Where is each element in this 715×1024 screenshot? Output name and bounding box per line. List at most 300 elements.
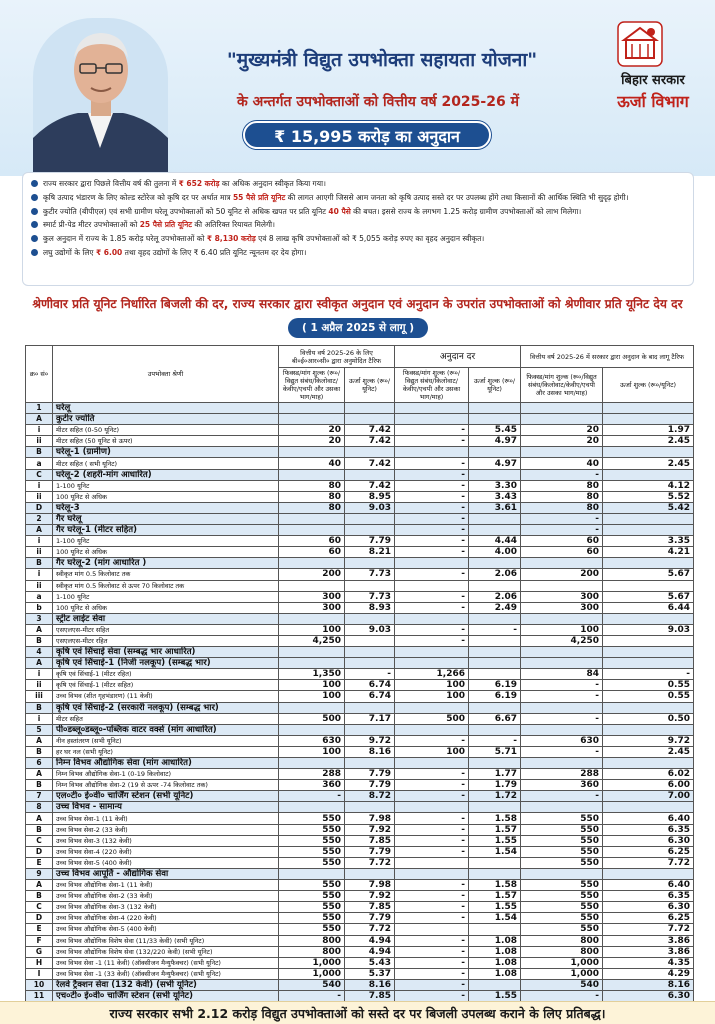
final-fixed-charge [521, 802, 603, 813]
subsidy-energy: 1.08 [469, 935, 521, 946]
grant-amount-pill: ₹ 15,995 करोड़ का अनुदान [243, 121, 491, 149]
row-category: घरेलू-3 [53, 502, 279, 513]
bullet-dot-icon [31, 194, 38, 201]
berc-fixed-charge: 550 [279, 846, 345, 857]
row-serial: a [26, 591, 53, 602]
subsidy-energy: 6.19 [469, 680, 521, 691]
row-serial: i [26, 425, 53, 436]
row-serial: 11 [26, 990, 53, 1001]
row-serial: b [26, 602, 53, 613]
subsidy-fixed: - [395, 990, 469, 1001]
row-serial: B [26, 780, 53, 791]
berc-fixed-charge: 630 [279, 735, 345, 746]
key-point-item [31, 192, 685, 203]
subsidy-fixed: - [395, 935, 469, 946]
subsidy-fixed: 100 [395, 680, 469, 691]
final-fixed-charge: 550 [521, 835, 603, 846]
bullet-dot-icon [31, 221, 38, 228]
final-energy-charge [603, 724, 694, 735]
subsidy-energy [469, 613, 521, 624]
row-category: उच्च विभव औद्योगिक सेवा-4 (220 केवी) [53, 913, 279, 924]
final-energy-charge: 9.03 [603, 624, 694, 635]
footer-commitment: राज्य सरकार सभी 2.12 करोड़ विद्युत उपभोक्ताओं को सस्ते दर पर बिजली उपलब्ध कराने के लिए प्रतिबद्ध। [0, 1001, 715, 1024]
table-row [26, 758, 694, 769]
row-category: घरेलू-2 (शहरी-मांग आधारित) [53, 469, 279, 480]
key-point-item [31, 206, 685, 217]
row-serial: A [26, 624, 53, 635]
row-category: कृषि एवं सिंचाई-1 (मीटर सहित) [53, 680, 279, 691]
table-row [26, 580, 694, 591]
key-point-text: कृषि उत्पाद भंडारण के लिए कोल्ड स्टोरेज को कृषि दर पर अर्थात मात्र [43, 192, 233, 202]
row-serial: 3 [26, 613, 53, 624]
subsidy-fixed: - [395, 769, 469, 780]
berc-fixed-charge: - [279, 791, 345, 802]
subsidy-fixed: - [395, 635, 469, 646]
key-point-text: कुल अनुदान में राज्य के 1.85 करोड़ घरेलू उपभोक्ताओं को [43, 234, 207, 244]
row-category: कृषि एवं सिंचाई-1 (मीटर रहित) [53, 669, 279, 680]
berc-fixed-charge: 550 [279, 902, 345, 913]
berc-fixed-charge: 80 [279, 502, 345, 513]
berc-energy-charge: 7.79 [345, 536, 395, 547]
subsidy-energy: 1.79 [469, 780, 521, 791]
berc-fixed-charge [279, 580, 345, 591]
final-fixed-charge: - [521, 691, 603, 702]
subsidy-fixed: - [395, 436, 469, 447]
subsidy-energy: 4.97 [469, 458, 521, 469]
row-category: एसएलएस-मीटर सहित [53, 624, 279, 635]
final-fixed-charge: 550 [521, 891, 603, 902]
subsidy-energy [469, 857, 521, 868]
header-fixed-charge: फिक्स्ड/मांग शुल्क (रू०/विद्युत संबंध/किलोवाट/केवीए/एचपी और उसका भाग/माह) [395, 368, 469, 403]
berc-fixed-charge: 100 [279, 624, 345, 635]
row-serial: iii [26, 691, 53, 702]
effective-date-pill: ( 1 अप्रैल 2025 से लागू ) [288, 318, 428, 338]
final-energy-charge: 6.30 [603, 990, 694, 1001]
final-energy-charge: 0.50 [603, 713, 694, 724]
table-row [26, 680, 694, 691]
berc-energy-charge: 7.98 [345, 813, 395, 824]
subsidy-energy [469, 758, 521, 769]
table-row [26, 746, 694, 757]
final-fixed-charge [521, 658, 603, 669]
header-banner [0, 0, 715, 176]
row-category: उच्च विभव सेवा-2 (33 केवी) [53, 824, 279, 835]
berc-fixed-charge [279, 558, 345, 569]
final-fixed-charge: 100 [521, 624, 603, 635]
table-row [26, 802, 694, 813]
subsidy-fixed: - [395, 591, 469, 602]
subsidy-fixed [395, 857, 469, 868]
final-energy-charge: 9.72 [603, 735, 694, 746]
berc-energy-charge: 4.94 [345, 935, 395, 946]
final-energy-charge: - [603, 669, 694, 680]
final-energy-charge: 5.67 [603, 591, 694, 602]
final-fixed-charge: 360 [521, 780, 603, 791]
header-category: उपभोक्ता श्रेणी [53, 346, 279, 403]
berc-energy-charge: 7.73 [345, 591, 395, 602]
table-row [26, 569, 694, 580]
berc-energy-charge: 7.85 [345, 835, 395, 846]
table-row [26, 635, 694, 646]
subsidy-fixed: - [395, 624, 469, 635]
berc-energy-charge [345, 558, 395, 569]
subsidy-energy: 1.58 [469, 880, 521, 891]
row-category: उच्च विभव सेवा-5 (400 केवी) [53, 857, 279, 868]
row-category: उच्च विभव सेवा-3 (132 केवी) [53, 835, 279, 846]
subsidy-fixed: - [395, 569, 469, 580]
berc-fixed-charge [279, 513, 345, 524]
subsidy-fixed: - [395, 946, 469, 957]
section-heading: श्रेणीवार प्रति यूनिट निर्धारित बिजली की दर, राज्य सरकार द्वारा स्वीकृत अनुदान एवं अनुदान के उपरांत उपभोक्ताओं को श्रेणीवार प्रति यूनिट देय दर [32, 297, 683, 311]
final-energy-charge [603, 758, 694, 769]
row-serial: C [26, 902, 53, 913]
subsidy-energy: 1.77 [469, 769, 521, 780]
row-category: गैर घरेलू-2 (मांग आधारित ) [53, 558, 279, 569]
berc-fixed-charge: 100 [279, 680, 345, 691]
final-fixed-charge: 630 [521, 735, 603, 746]
subsidy-energy: 1.55 [469, 902, 521, 913]
tariff-table [25, 345, 694, 1002]
row-serial: E [26, 857, 53, 868]
berc-energy-charge: 8.21 [345, 547, 395, 558]
row-serial: D [26, 913, 53, 924]
berc-fixed-charge [279, 702, 345, 713]
berc-fixed-charge: 550 [279, 835, 345, 846]
row-serial: B [26, 746, 53, 757]
key-point-highlight: 55 पैसे प्रति यूनिट [232, 192, 286, 202]
berc-fixed-charge [279, 613, 345, 624]
final-fixed-charge: 60 [521, 536, 603, 547]
subsidy-fixed: - [395, 602, 469, 613]
final-energy-charge: 5.52 [603, 491, 694, 502]
bullet-dot-icon [31, 235, 38, 242]
final-fixed-charge: 1,000 [521, 968, 603, 979]
table-row [26, 846, 694, 857]
berc-energy-charge: 7.42 [345, 436, 395, 447]
berc-energy-charge [345, 635, 395, 646]
berc-fixed-charge: 550 [279, 824, 345, 835]
row-category: उच्च विभव सेवा -1 (11 केवी) (ऑक्सीजन मैन्युफैक्चर) (सभी यूनिट) [53, 957, 279, 968]
berc-fixed-charge: 300 [279, 602, 345, 613]
berc-fixed-charge: 200 [279, 569, 345, 580]
final-fixed-charge [521, 447, 603, 458]
final-energy-charge: 8.16 [603, 979, 694, 990]
row-serial: G [26, 946, 53, 957]
berc-fixed-charge: 1,000 [279, 957, 345, 968]
row-category: मीटर सहित (50 यूनिट से ऊपर) [53, 436, 279, 447]
final-fixed-charge: - [521, 713, 603, 724]
table-row [26, 403, 694, 414]
final-energy-charge: 6.30 [603, 902, 694, 913]
final-energy-charge: 6.30 [603, 835, 694, 846]
table-row [26, 946, 694, 957]
final-fixed-charge [521, 414, 603, 425]
subsidy-energy: 1.54 [469, 846, 521, 857]
table-row [26, 924, 694, 935]
subsidy-fixed: - [395, 891, 469, 902]
table-row [26, 735, 694, 746]
berc-energy-charge: 7.79 [345, 780, 395, 791]
subsidy-fixed [395, 613, 469, 624]
row-category: उच्च विभव औद्योगिक सेवा-3 (132 केवी) [53, 902, 279, 913]
row-category: कृषि एवं सिंचाई-2 (सरकारी नलकूप) (सम्बद्ध भार) [53, 702, 279, 713]
table-row [26, 857, 694, 868]
row-category: उच्च विभव सेवा-4 (220 केवी) [53, 846, 279, 857]
brand-bihar-sarkar: बिहार सरकार [621, 73, 685, 88]
bullet-dot-icon [31, 180, 38, 187]
row-category: उच्च विभव आपूर्ति - औद्योगिक सेवा [53, 868, 279, 879]
table-row [26, 713, 694, 724]
berc-energy-charge [345, 613, 395, 624]
table-row [26, 979, 694, 990]
berc-energy-charge: 7.73 [345, 569, 395, 580]
berc-energy-charge: 7.85 [345, 902, 395, 913]
key-point-highlight: ₹ 652 करोड़ [178, 179, 220, 188]
row-category: उच्च विभव औद्योगिक सेवा-1 (11 केवी) [53, 880, 279, 891]
final-energy-charge: 5.67 [603, 569, 694, 580]
subsidy-fixed: - [395, 824, 469, 835]
subsidy-fixed [395, 647, 469, 658]
final-fixed-charge [521, 613, 603, 624]
subsidy-energy [469, 469, 521, 480]
final-energy-charge: 7.72 [603, 924, 694, 935]
berc-fixed-charge [279, 758, 345, 769]
table-row [26, 425, 694, 436]
subsidy-energy [469, 669, 521, 680]
row-serial: ii [26, 436, 53, 447]
final-fixed-charge: - [521, 990, 603, 1001]
table-row [26, 447, 694, 458]
berc-energy-charge: 8.72 [345, 791, 395, 802]
berc-energy-charge: 7.42 [345, 425, 395, 436]
berc-energy-charge [345, 868, 395, 879]
berc-fixed-charge: 800 [279, 935, 345, 946]
final-fixed-charge: - [521, 513, 603, 524]
subsidy-fixed: - [395, 469, 469, 480]
subsidy-fixed: 100 [395, 746, 469, 757]
header-serial: क्र० सं० [26, 346, 53, 403]
berc-energy-charge: 7.42 [345, 480, 395, 491]
berc-energy-charge: 8.16 [345, 979, 395, 990]
final-energy-charge [603, 802, 694, 813]
table-row [26, 691, 694, 702]
final-fixed-charge: 550 [521, 880, 603, 891]
table-row [26, 513, 694, 524]
subsidy-energy: - [469, 624, 521, 635]
row-serial: B [26, 824, 53, 835]
berc-energy-charge: 7.98 [345, 880, 395, 891]
berc-fixed-charge: 550 [279, 813, 345, 824]
final-fixed-charge: 20 [521, 436, 603, 447]
final-fixed-charge [521, 868, 603, 879]
berc-fixed-charge [279, 414, 345, 425]
berc-fixed-charge: 100 [279, 691, 345, 702]
berc-energy-charge [345, 513, 395, 524]
berc-fixed-charge: 1,000 [279, 968, 345, 979]
final-energy-charge: 4.35 [603, 957, 694, 968]
subsidy-energy: 1.57 [469, 891, 521, 902]
final-fixed-charge: - [521, 469, 603, 480]
berc-fixed-charge: 100 [279, 746, 345, 757]
row-serial: i [26, 536, 53, 547]
row-category: उच्च विभव - सामान्य [53, 802, 279, 813]
row-serial: i [26, 480, 53, 491]
subsidy-energy: 1.58 [469, 813, 521, 824]
subsidy-fixed: - [395, 780, 469, 791]
berc-fixed-charge [279, 802, 345, 813]
key-point-text: स्मार्ट प्री-पेड मीटर उपभोक्ताओं को [43, 220, 140, 230]
row-serial: A [26, 769, 53, 780]
row-serial: 1 [26, 403, 53, 414]
row-category: मीटर सहित ( सभी यूनिट) [53, 458, 279, 469]
final-fixed-charge: 550 [521, 813, 603, 824]
table-row [26, 880, 694, 891]
subsidy-fixed: - [395, 957, 469, 968]
row-category: नीन हस्तांतरण (सभी यूनिट) [53, 735, 279, 746]
final-fixed-charge: 200 [521, 569, 603, 580]
final-fixed-charge [521, 647, 603, 658]
row-category: उच्च विभव सेवा -1 (33 केवी) (ऑक्सीजन मैन्युफैक्चर) (सभी यूनिट) [53, 968, 279, 979]
berc-energy-charge [345, 469, 395, 480]
row-category: उच्च विभव औद्योगिक सेवा-2 (33 केवी) [53, 891, 279, 902]
table-row [26, 935, 694, 946]
subsidy-fixed [395, 580, 469, 591]
row-serial: i [26, 569, 53, 580]
final-energy-charge: 2.45 [603, 458, 694, 469]
key-point-item [31, 178, 685, 189]
berc-fixed-charge: 288 [279, 769, 345, 780]
table-row [26, 990, 694, 1001]
row-serial: B [26, 891, 53, 902]
subsidy-energy: 1.55 [469, 835, 521, 846]
row-category: 100 यूनिट से अधिक [53, 547, 279, 558]
subsidy-energy [469, 414, 521, 425]
row-category: उच्च विभव औद्योगिक विशेष सेवा (11/33 केवी) (सभी यूनिट) [53, 935, 279, 946]
berc-energy-charge [345, 724, 395, 735]
final-fixed-charge: 80 [521, 480, 603, 491]
berc-energy-charge [345, 403, 395, 414]
subsidy-energy: 1.54 [469, 913, 521, 924]
final-energy-charge: 6.35 [603, 824, 694, 835]
subsidy-energy: 3.43 [469, 491, 521, 502]
berc-fixed-charge: 20 [279, 425, 345, 436]
row-category: स्वीकृत मांग 0.5 किलोवाट तक [53, 569, 279, 580]
row-category: स्ट्रीट लाईट सेवा [53, 613, 279, 624]
header-berc-tariff: वित्तीय वर्ष 2025-26 के लिए बी०ई०आर०सी० द्वारा अनुमोदित टैरिफ [279, 346, 395, 368]
berc-energy-charge: 9.72 [345, 735, 395, 746]
table-row [26, 502, 694, 513]
table-row [26, 624, 694, 635]
row-serial: i [26, 669, 53, 680]
key-point-text: राज्य सरकार द्वारा पिछले वित्तीय वर्ष की तुलना में [43, 179, 179, 188]
final-fixed-charge: - [521, 791, 603, 802]
bullet-dot-icon [31, 249, 38, 256]
table-row [26, 436, 694, 447]
row-category: स्वीकृत मांग 0.5 किलोवाट से ऊपर 70 किलोवाट तक [53, 580, 279, 591]
row-category: घरेलू-1 (ग्रामीण) [53, 447, 279, 458]
berc-energy-charge [345, 758, 395, 769]
berc-energy-charge: 5.43 [345, 957, 395, 968]
berc-energy-charge: 7.79 [345, 769, 395, 780]
berc-energy-charge [345, 447, 395, 458]
final-fixed-charge [521, 580, 603, 591]
final-energy-charge [603, 469, 694, 480]
subsidy-fixed: - [395, 913, 469, 924]
header-energy-charge: ऊर्जा शुल्क (रू०/यूनिट) [469, 368, 521, 403]
subsidy-energy [469, 702, 521, 713]
row-serial: 9 [26, 868, 53, 879]
subsidy-fixed: 500 [395, 713, 469, 724]
final-energy-charge: 3.86 [603, 935, 694, 946]
berc-fixed-charge: 80 [279, 480, 345, 491]
table-row [26, 669, 694, 680]
table-row [26, 525, 694, 536]
row-serial: E [26, 924, 53, 935]
final-fixed-charge: 4,250 [521, 635, 603, 646]
key-point-item [31, 233, 685, 244]
final-energy-charge: 3.86 [603, 946, 694, 957]
chief-minister-photo [33, 18, 168, 172]
row-category: एल०टी० ई०वी० चार्जिंग स्टेशन (सभी यूनिट) [53, 791, 279, 802]
row-category: निम्न विभव औद्योगिक सेवा-1 (0-19 किलोवाट) [53, 769, 279, 780]
row-serial: ii [26, 491, 53, 502]
berc-energy-charge [345, 647, 395, 658]
row-category: उच्च विभव सेवा-1 (11 केवी) [53, 813, 279, 824]
subsidy-fixed [395, 403, 469, 414]
subsidy-energy [469, 647, 521, 658]
berc-fixed-charge: 4,250 [279, 635, 345, 646]
final-energy-charge: 2.45 [603, 746, 694, 757]
key-point-text: तथा वृहद उद्योगों के लिए ₹ 6.40 प्रति यूनिट न्यूनतम दर देय होगा। [122, 247, 307, 257]
subsidy-energy: 6.19 [469, 691, 521, 702]
subsidy-energy [469, 802, 521, 813]
header-energy-charge: ऊर्जा शुल्क (रू०/यूनिट) [345, 368, 395, 403]
berc-energy-charge: 8.93 [345, 602, 395, 613]
row-category: हर घर नल (सभी यूनिट) [53, 746, 279, 757]
berc-energy-charge: 7.72 [345, 857, 395, 868]
scheme-subtitle: के अन्तर्गत उपभोक्ताओं को वित्तीय वर्ष 2025-26 में [237, 94, 519, 110]
key-point-text: का अधिक अनुदान स्वीकृत किया गया। [219, 179, 326, 188]
berc-energy-charge: 7.79 [345, 913, 395, 924]
row-category: कुटीर ज्योति [53, 414, 279, 425]
final-fixed-charge: 20 [521, 425, 603, 436]
subsidy-energy [469, 724, 521, 735]
final-fixed-charge: 300 [521, 591, 603, 602]
berc-fixed-charge [279, 647, 345, 658]
row-serial: A [26, 525, 53, 536]
berc-energy-charge: 7.85 [345, 990, 395, 1001]
subsidy-energy [469, 979, 521, 990]
table-row [26, 469, 694, 480]
subsidy-fixed [395, 658, 469, 669]
table-row [26, 791, 694, 802]
row-serial: B [26, 702, 53, 713]
row-serial: 2 [26, 513, 53, 524]
subsidy-fixed: - [395, 835, 469, 846]
berc-fixed-charge: 550 [279, 857, 345, 868]
berc-energy-charge: 8.95 [345, 491, 395, 502]
tariff-table-body [26, 403, 694, 1002]
final-fixed-charge: 550 [521, 857, 603, 868]
berc-fixed-charge: 300 [279, 591, 345, 602]
final-energy-charge [603, 558, 694, 569]
final-fixed-charge: 550 [521, 913, 603, 924]
table-row [26, 813, 694, 824]
final-fixed-charge [521, 702, 603, 713]
subsidy-fixed: - [395, 846, 469, 857]
final-energy-charge: 6.40 [603, 813, 694, 824]
final-energy-charge: 5.42 [603, 502, 694, 513]
